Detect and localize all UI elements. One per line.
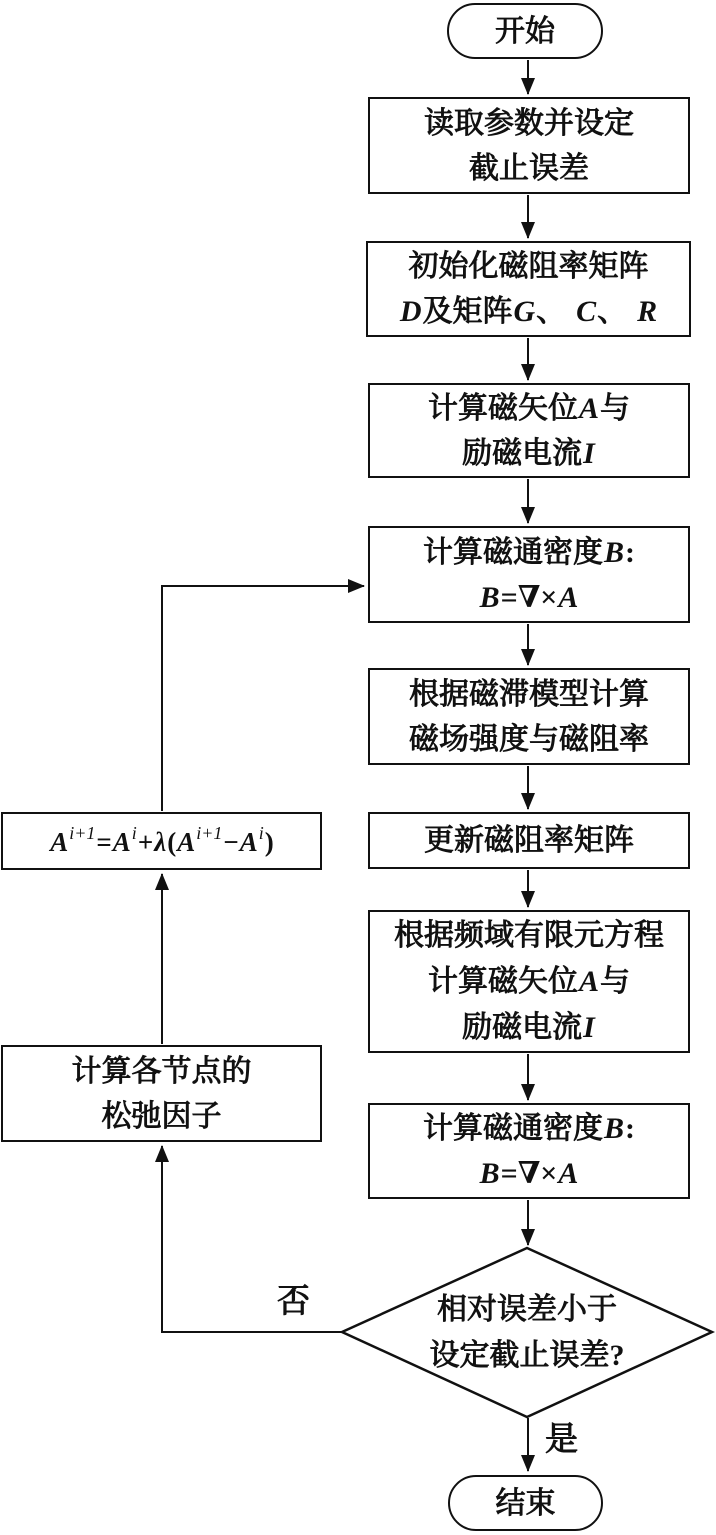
node-calc-flux-density-2-line2: B=∇×A bbox=[479, 1157, 579, 1190]
node-calc-flux-density-2-line1: 计算磁通密度B: bbox=[422, 1112, 635, 1145]
node-start-label: 开始 bbox=[495, 14, 555, 48]
node-calc-vector-current-line2: 励磁电流I bbox=[462, 436, 595, 470]
node-calc-vector-current bbox=[368, 383, 690, 478]
node-init-matrices-line1: 初始化磁阻率矩阵 bbox=[408, 250, 649, 283]
node-calc-vector-current-line1: 计算磁矢位A与 bbox=[427, 391, 630, 425]
node-calc-flux-density-1 bbox=[368, 526, 690, 623]
node-fem-solve-line1: 根据频域有限元方程 bbox=[394, 918, 664, 952]
node-update-matrix bbox=[368, 812, 690, 869]
node-update-formula-expression: $A^{i+1}=A^i+\lambda(A^{i+1}-A^i)$ bbox=[50, 823, 274, 857]
node-update-matrix-line1: 更新磁阻率矩阵 bbox=[424, 824, 634, 857]
node-decision-line2: 设定截止误差? bbox=[429, 1339, 625, 1372]
node-init-matrices-line2: D及矩阵G、 C、 R bbox=[399, 295, 658, 328]
node-fem-solve bbox=[368, 910, 690, 1053]
node-fem-solve-line2: 计算磁矢位A与 bbox=[427, 964, 630, 998]
node-relaxation-factor-line2: 松弛因子 bbox=[101, 1099, 222, 1133]
node-decision bbox=[342, 1253, 712, 1413]
node-start bbox=[447, 3, 603, 59]
node-end bbox=[448, 1475, 603, 1531]
connector-formula-flux1-loop bbox=[162, 586, 364, 811]
node-calc-flux-density-1-line1: 计算磁通密度B: bbox=[422, 535, 635, 569]
node-hysteresis-line2: 磁场强度与磁阻率 bbox=[409, 722, 649, 756]
branch-label-yes: 是 bbox=[545, 1422, 578, 1458]
node-read-params-line1: 读取参数并设定 bbox=[424, 106, 634, 140]
node-end-label: 结束 bbox=[495, 1486, 556, 1520]
node-init-matrices bbox=[366, 241, 691, 337]
node-update-formula bbox=[1, 812, 322, 870]
node-calc-flux-density-1-line2: B=∇×A bbox=[479, 580, 579, 614]
node-relaxation-factor-line1: 计算各节点的 bbox=[71, 1054, 252, 1088]
node-fem-solve-line3: 励磁电流I bbox=[462, 1010, 595, 1044]
connector-decision-relaxation-no bbox=[162, 1146, 342, 1332]
node-read-params bbox=[368, 97, 690, 194]
node-hysteresis bbox=[368, 668, 690, 765]
node-hysteresis-line1: 根据磁滞模型计算 bbox=[409, 677, 649, 711]
node-relaxation-factor bbox=[1, 1045, 322, 1142]
node-calc-flux-density-2 bbox=[368, 1103, 690, 1199]
branch-label-no: 否 bbox=[277, 1284, 310, 1320]
node-decision-line1: 相对误差小于 bbox=[437, 1293, 617, 1326]
node-read-params-line2: 截止误差 bbox=[469, 151, 589, 185]
